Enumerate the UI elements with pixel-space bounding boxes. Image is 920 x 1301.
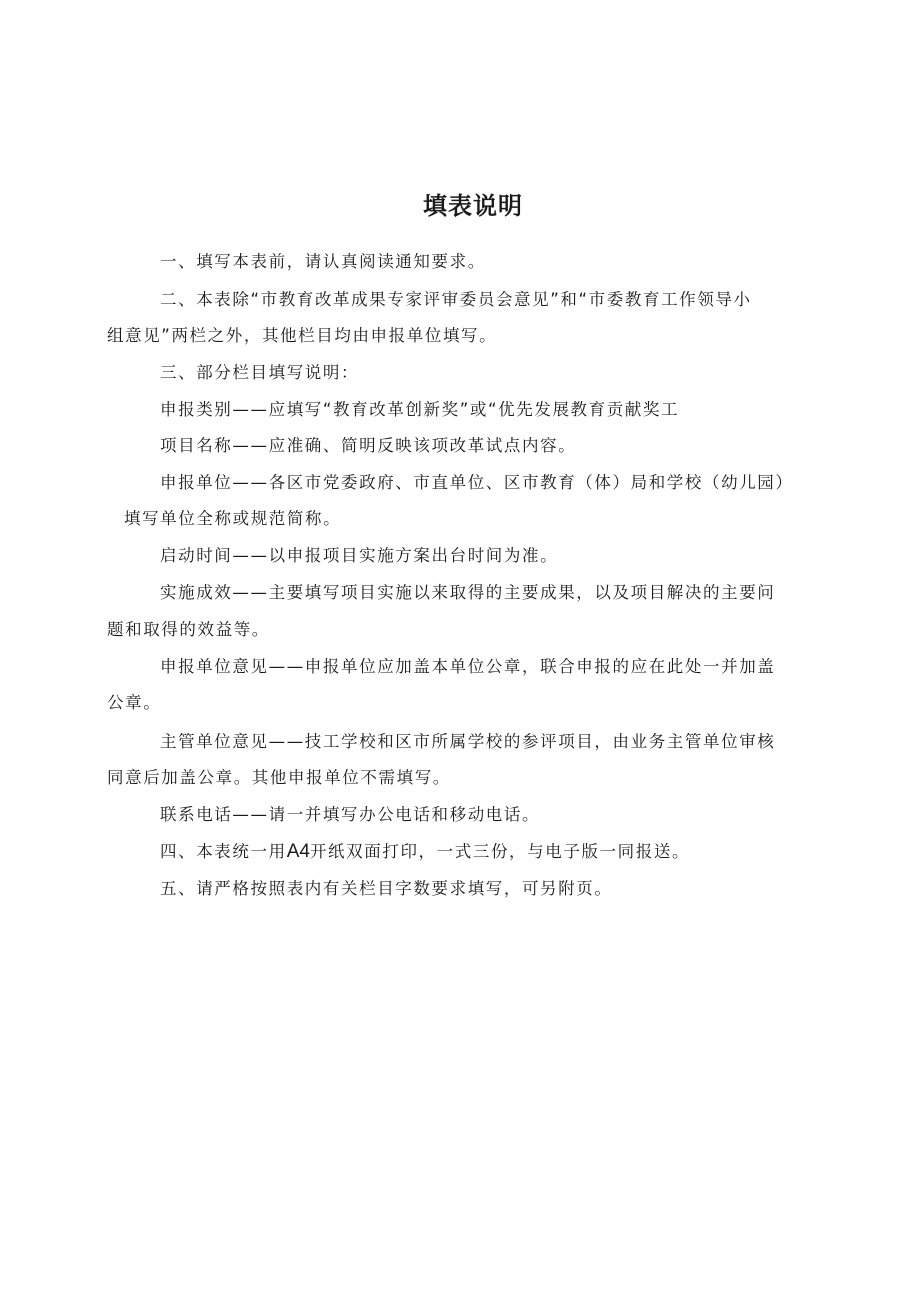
- instruction-4-part-a: 四、本表统一用: [160, 842, 287, 861]
- field-supervisor-opinion-line-2: 同意后加盖公章。其他申报单位不需填写。: [107, 768, 451, 787]
- field-contact-phone: 联系电话——请一并填写办公电话和移动电话。: [160, 805, 541, 824]
- field-category: 申报类别——应填写“教育改革创新奖”或“优先发展教育贡献奖工: [160, 400, 680, 419]
- paper-size: A4: [286, 841, 310, 862]
- field-applicant-unit-line-1: 申报单位——各区市党委政府、市直单位、区市教育（体）局和学校（幼儿园）: [160, 473, 794, 492]
- field-effects-line-1: 实施成效——主要填写项目实施以来取得的主要成果，以及项目解决的主要问: [160, 583, 776, 602]
- page-title: 填表说明: [423, 192, 523, 220]
- instruction-2-line-1: 二、本表除“市教育改革成果专家评审委员会意见”和“市委教育工作领导小: [160, 290, 752, 309]
- instruction-1: 一、填写本表前，请认真阅读通知要求。: [160, 252, 486, 271]
- field-applicant-opinion-line-2: 公章。: [107, 693, 162, 712]
- instruction-4-part-b: 开纸双面打印，一式三份，与电子版一同报送。: [309, 842, 691, 861]
- instruction-2-line-2: 组意见”两栏之外，其他栏目均由申报单位填写。: [107, 326, 498, 345]
- field-applicant-opinion-line-1: 申报单位意见——申报单位应加盖本单位公章，联合申报的应在此处一并加盖: [160, 657, 776, 676]
- field-supervisor-opinion-line-1: 主管单位意见——技工学校和区市所属学校的参评项目，由业务主管单位审核: [160, 732, 776, 751]
- instruction-5: 五、请严格按照表内有关栏目字数要求填写，可另附页。: [160, 879, 613, 898]
- field-start-time: 启动时间——以申报项目实施方案出台时间为准。: [160, 546, 559, 565]
- field-project-name: 项目名称——应准确、简明反映该项改革试点内容。: [160, 436, 577, 455]
- instruction-4: [160, 841, 690, 863]
- instruction-3: 三、部分栏目填写说明：: [160, 363, 360, 382]
- field-effects-line-2: 题和取得的效益等。: [107, 620, 270, 639]
- field-applicant-unit-line-2: 填写单位全称或规范简称。: [124, 509, 342, 528]
